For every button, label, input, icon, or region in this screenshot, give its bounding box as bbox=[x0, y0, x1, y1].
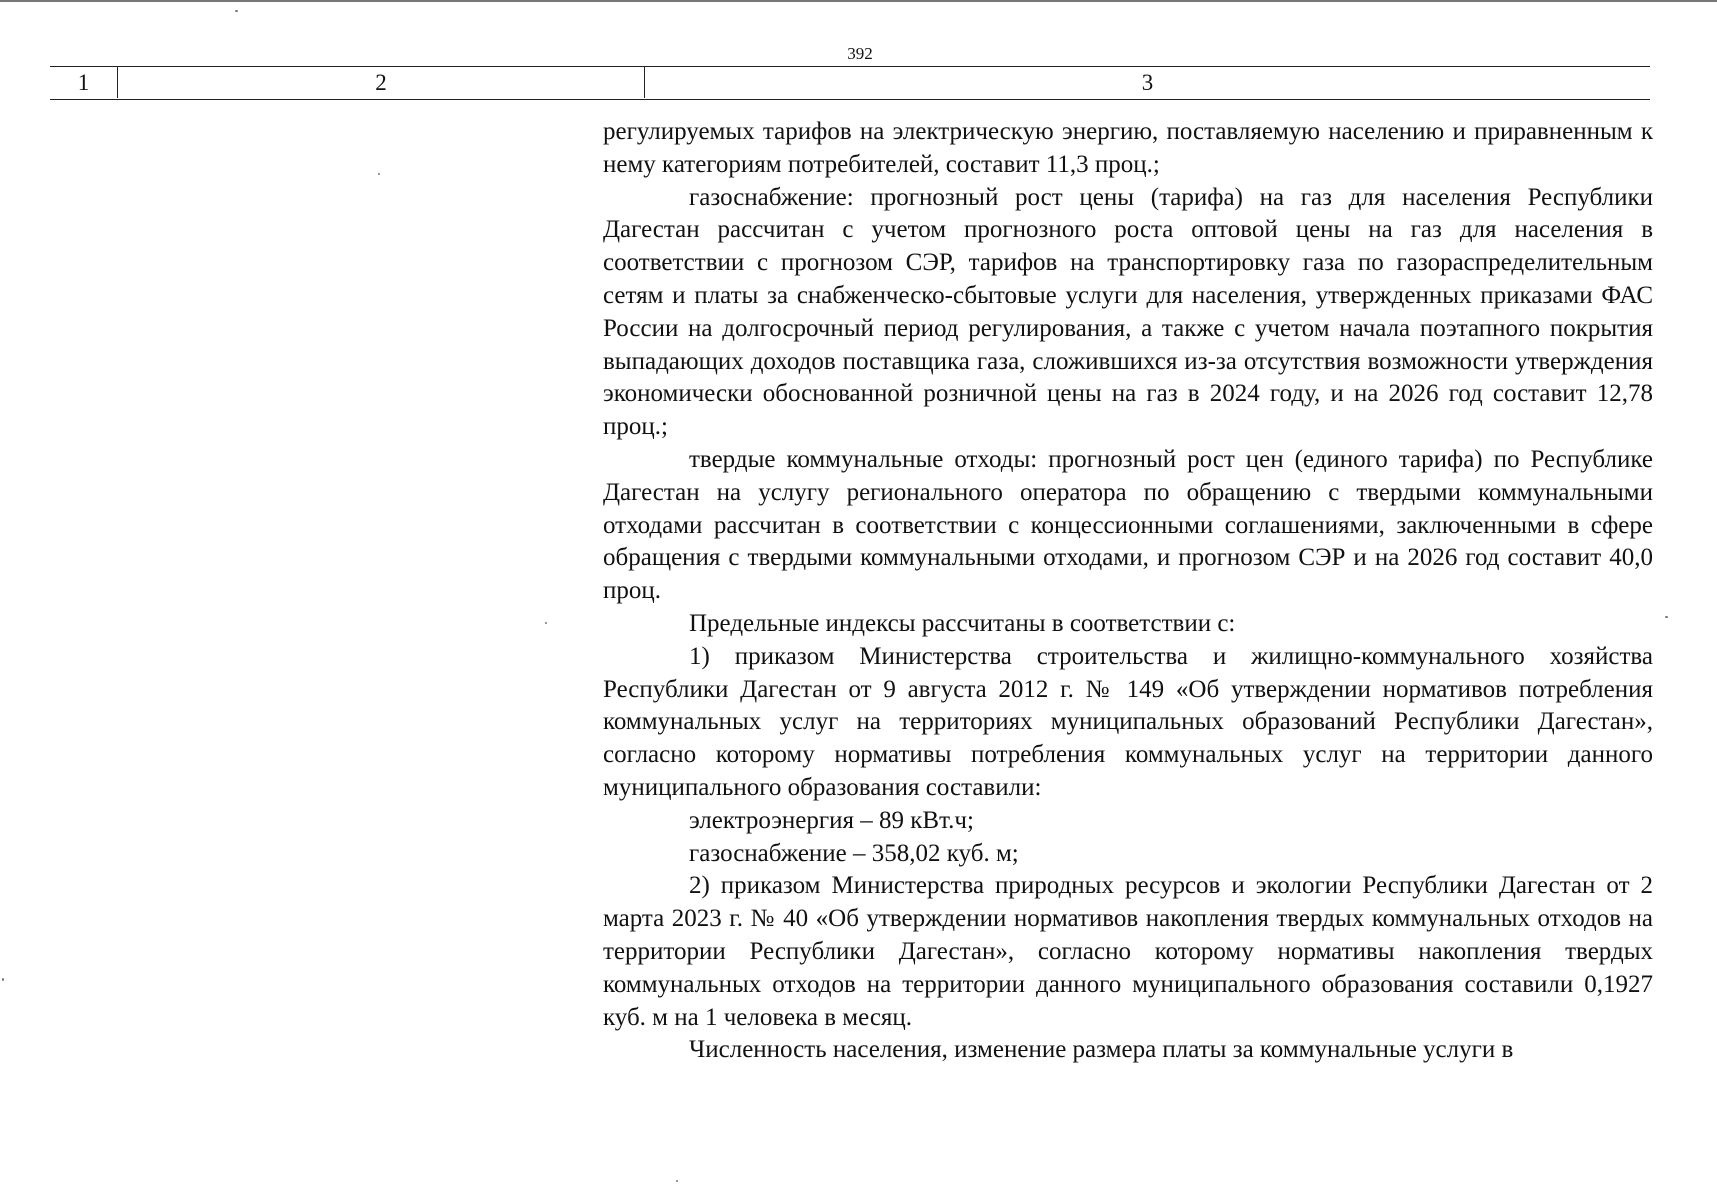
paragraph-2: газоснабжение: прогнозный рост цены (тарифа) на газ для населения Республики Дагестан рассчитан с учетом прогнозного роста оптовой цены на газ для населения в соответствии с прогнозом СЭР, тарифов на транспортировку газа по газораспределительным сетям и платы за снабженческо-сбытовые услуги для населения, утвержденных приказами ФАС России на долгосрочный период регулирования, а также с учетом начала поэтапного покрытия выпадающих доходов поставщика газа, сложившихся из-за отсутствия возможности утверждения экономически обоснованной розничной цены на газ в 2024 году, и на 2026 год составит 12,78 проц.; bbox=[603, 183, 1653, 441]
table-header-row bbox=[50, 66, 1650, 100]
paragraph-8: 2) приказом Министерства природных ресурсов и экологии Республики Дагестан от 2 марта 2023 г. № 40 «Об утверждении нормативов накопления твердых коммунальных отходов на территории Республики Дагестан», согласно которому нормативы накопления твердых коммунальных отходов на территории данного муниципального образования составили 0,1927 куб. м на 1 человека в месяц. bbox=[603, 872, 1653, 1031]
document-body bbox=[603, 116, 1653, 1067]
scan-speck bbox=[545, 622, 547, 624]
scan-speck bbox=[676, 1180, 678, 1182]
paragraph-9: Численность населения, изменение размера платы за коммунальные услуги в bbox=[689, 1036, 1514, 1064]
scan-speck bbox=[378, 173, 380, 175]
paragraph-3: твердые коммунальные отходы: прогнозный рост цен (единого тарифа) по Республике Дагестан на услугу регионального оператора по обращению с твердыми коммунальными отходами рассчитан в соответствии с концессионными соглашениями, заключенными в сфере обращения с твердыми коммунальными отходами, и прогнозом СЭР и на 2026 год составит 40,0 проц. bbox=[603, 445, 1653, 605]
paragraph-5: 1) приказом Министерства строительства и жилищно-коммунального хозяйства Республики Дагестан от 9 августа 2012 г. № 149 «Об утверждении нормативов потребления коммунальных услуг на территориях муниципальных образований Республики Дагестан», согласно которому нормативы потребления коммунальных услуг на территории данного муниципального образования составили: bbox=[603, 642, 1653, 801]
paragraph-4: Предельные индексы рассчитаны в соответствии с: bbox=[689, 609, 1236, 637]
scan-speck bbox=[1665, 616, 1668, 618]
paragraph-6: электроэнергия – 89 кВт.ч; bbox=[689, 806, 974, 834]
column-number-1: 1 bbox=[50, 67, 118, 98]
paragraph-1: регулируемых тарифов на электрическую энергию, поставляемую населению и приравненным к нему категориям потребителей, составит 11,3 проц.; bbox=[603, 118, 1653, 178]
column-number-2: 2 bbox=[118, 67, 645, 98]
page-number: 392 bbox=[847, 44, 873, 63]
paragraph-7: газоснабжение – 358,02 куб. м; bbox=[689, 839, 1019, 867]
scan-speck bbox=[235, 10, 238, 12]
scan-top-edge bbox=[0, 0, 1717, 2]
scan-speck bbox=[2, 978, 4, 981]
column-number-3: 3 bbox=[1141, 70, 1154, 95]
